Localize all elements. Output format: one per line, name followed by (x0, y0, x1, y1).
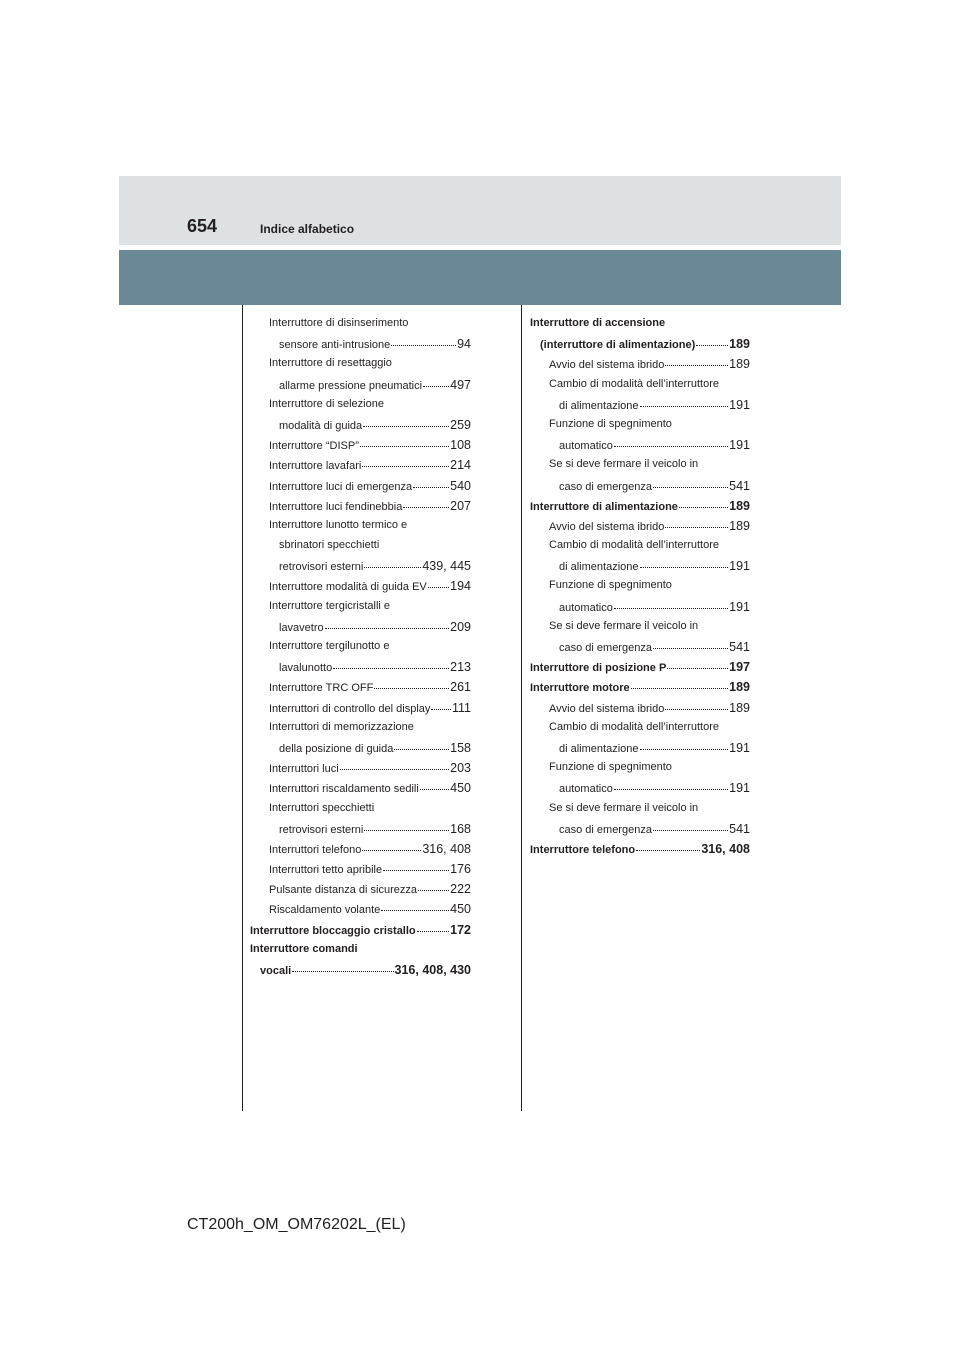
index-entry-text: Interruttori luci (269, 763, 339, 776)
index-entry-page: 191 (729, 397, 750, 412)
index-entry (250, 620, 471, 640)
index-entry-text: Pulsante distanza di sicurezza (269, 884, 417, 897)
dot-leader (665, 365, 728, 366)
index-entry (530, 337, 750, 357)
section-title: Indice alfabetico (260, 222, 355, 236)
index-entry-text: sensore anti-intrusione (279, 339, 391, 352)
index-entry-page: 541 (729, 821, 750, 836)
index-entry (530, 398, 750, 418)
index-entry-text: di alimentazione (559, 561, 639, 574)
index-entry-text: Interruttore comandi (250, 942, 358, 955)
dot-leader (391, 345, 456, 346)
index-entry-text: Interruttori tetto apribile (269, 864, 383, 877)
index-entry (250, 539, 471, 559)
index-entry (530, 680, 750, 700)
dot-leader (640, 406, 729, 407)
index-entry-text: Cambio di modalità dell’interruttore (549, 720, 719, 733)
dot-leader (333, 668, 449, 669)
index-entry (250, 761, 471, 781)
index-entry (530, 418, 750, 438)
index-entry-text: automatico (559, 783, 613, 796)
index-entry-page: 261 (450, 680, 471, 695)
index-entry (530, 822, 750, 842)
dot-leader (417, 931, 450, 932)
index-entry-page: 214 (450, 458, 471, 473)
index-entry (250, 781, 471, 801)
dot-leader (640, 749, 729, 750)
index-entry (250, 701, 471, 721)
index-entry-text: vocali (260, 965, 292, 977)
dot-leader (423, 386, 449, 387)
index-entry-page: 541 (729, 478, 750, 493)
index-entry (250, 862, 471, 882)
index-entry-text: (interruttore di alimentazione) (540, 339, 696, 352)
index-entry-page: 189 (729, 498, 750, 513)
index-entry-text: Interruttore luci di emergenza (269, 480, 413, 493)
dot-leader (679, 507, 728, 508)
document-code: CT200h_OM_OM76202L_(EL) (187, 1216, 406, 1233)
index-entry-page: 450 (450, 902, 471, 917)
index-entry-text: Interruttore bloccaggio cristallo (250, 924, 416, 937)
index-entry-text: Interruttore di selezione (269, 397, 384, 410)
dot-leader (420, 789, 449, 790)
index-entry (530, 660, 750, 680)
left-margin-rule (242, 305, 243, 1111)
index-entry-text: di alimentazione (559, 742, 639, 755)
index-entry (530, 842, 750, 862)
index-entry-text: Avvio del sistema ibrido (549, 359, 665, 372)
dot-leader (667, 668, 728, 669)
index-entry (530, 438, 750, 458)
dot-leader (381, 910, 449, 911)
index-entry-page: 176 (450, 862, 471, 877)
index-entry (530, 701, 750, 721)
index-entry-page: 439, 445 (422, 559, 471, 574)
dot-leader (614, 789, 728, 790)
dot-leader (665, 709, 728, 710)
index-entry-page: 191 (729, 740, 750, 755)
index-entry (250, 923, 471, 943)
index-entry (250, 882, 471, 902)
index-entry-text: Interruttori di memorizzazione (269, 720, 414, 733)
index-entry-page: 259 (450, 417, 471, 432)
index-entry-text: Interruttore “DISP” (269, 440, 359, 453)
dot-leader (360, 446, 449, 447)
dot-leader (665, 527, 728, 528)
index-entry (530, 741, 750, 761)
index-entry (250, 600, 471, 620)
index-entry-page: 189 (729, 357, 750, 372)
index-entry-page: 222 (450, 882, 471, 897)
index-entry-text: Interruttore telefono (530, 843, 636, 856)
index-entry (250, 943, 471, 963)
index-entry (250, 499, 471, 519)
index-entry (250, 378, 471, 398)
index-entry (530, 357, 750, 377)
index-entry-page: 497 (450, 377, 471, 392)
dot-leader (364, 830, 449, 831)
index-column-left (250, 317, 471, 983)
index-entry-page: 189 (729, 337, 750, 352)
dot-leader (363, 426, 449, 427)
dot-leader (340, 769, 449, 770)
index-entry-text: Interruttore lavafari (269, 460, 362, 473)
index-entry-text: lavalunotto (279, 662, 333, 675)
index-entry-text: modalità di guida (279, 419, 363, 432)
dot-leader (394, 749, 449, 750)
index-entry (530, 479, 750, 499)
index-entry (250, 680, 471, 700)
index-entry-text: Interruttore di accensione (530, 317, 666, 329)
dot-leader (364, 567, 421, 568)
index-entry (250, 418, 471, 438)
index-entry-text: automatico (559, 601, 613, 614)
dot-leader (325, 628, 450, 629)
header-top-band (119, 176, 841, 245)
index-entry-text: retrovisori esterni (279, 561, 364, 574)
index-entry-text: Interruttori riscaldamento sedili (269, 783, 419, 796)
index-entry-page: 189 (729, 700, 750, 715)
index-entry (530, 519, 750, 539)
index-entry (530, 539, 750, 559)
index-entry (250, 357, 471, 377)
index-entry-page: 316, 408, 430 (394, 963, 471, 977)
index-entry-text: Cambio di modalità dell’interruttore (549, 377, 719, 390)
index-entry-page: 191 (729, 438, 750, 453)
index-entry-page: 191 (729, 559, 750, 574)
index-entry-page: 191 (729, 599, 750, 614)
index-entry (250, 337, 471, 357)
index-entry-text: Interruttori specchietti (269, 801, 375, 814)
index-entry (530, 721, 750, 741)
index-entry-text: lavavetro (279, 621, 324, 634)
index-entry-text: Interruttore di alimentazione (530, 500, 678, 513)
dot-leader (653, 830, 728, 831)
index-entry-text: caso di emergenza (559, 823, 652, 836)
index-entry-page: 316, 408 (701, 841, 750, 856)
dot-leader (431, 709, 451, 710)
index-entry (530, 620, 750, 640)
dot-leader (696, 345, 728, 346)
dot-leader (383, 870, 449, 871)
index-entry-page: 209 (450, 619, 471, 634)
index-entry (530, 761, 750, 781)
index-entry-page: 213 (450, 660, 471, 675)
index-entry-text: Interruttori telefono (269, 843, 362, 856)
index-entry-text: Interruttore modalità di guida EV (269, 581, 427, 594)
index-entry-page: 203 (450, 761, 471, 776)
index-entry-text: Se si deve fermare il veicolo in (549, 458, 699, 471)
index-entry (250, 559, 471, 579)
index-entry-text: Riscaldamento volante (269, 904, 381, 917)
dot-leader (362, 850, 421, 851)
index-entry (250, 822, 471, 842)
dot-leader (631, 688, 729, 689)
index-entry-page: 189 (729, 680, 750, 695)
index-entry-text: Interruttore TRC OFF (269, 682, 374, 695)
index-entry-text: Avvio del sistema ibrido (549, 520, 665, 533)
index-entry-page: 197 (729, 660, 750, 675)
index-entry-page: 94 (457, 337, 471, 352)
index-entry-page: 158 (450, 740, 471, 755)
index-entry-text: caso di emergenza (559, 642, 652, 654)
index-entry-text: della posizione di guida (279, 742, 394, 755)
index-entry-page: 450 (450, 781, 471, 796)
index-entry (250, 963, 471, 983)
index-entry-page: 194 (450, 579, 471, 594)
dot-leader (362, 466, 449, 467)
index-entry-text: Interruttore motore (530, 682, 630, 695)
index-entry-text: di alimentazione (559, 399, 639, 412)
index-entry (250, 721, 471, 741)
index-entry-text: allarme pressione pneumatici (279, 379, 423, 392)
dot-leader (653, 487, 728, 488)
index-entry-text: Interruttori di controllo del display (269, 702, 431, 715)
index-entry (250, 458, 471, 478)
dot-leader (614, 608, 728, 609)
index-entry-page: 108 (450, 438, 471, 453)
index-entry-text: Interruttore di disinserimento (269, 317, 409, 329)
dot-leader (653, 648, 728, 649)
index-entry-text: caso di emergenza (559, 480, 652, 493)
index-entry (530, 579, 750, 599)
index-entry-page: 191 (729, 781, 750, 796)
index-entry-page: 540 (450, 478, 471, 493)
index-entry-text: sbrinatori specchietti (279, 539, 380, 552)
index-entry-text: Interruttore tergilunotto e (269, 640, 390, 652)
index-entry-text: Cambio di modalità dell’interruttore (549, 539, 719, 552)
index-entry (530, 317, 750, 337)
index-entry (530, 458, 750, 478)
dot-leader (374, 688, 449, 689)
dot-leader (640, 567, 729, 568)
index-entry-text: Interruttore lunotto termico e (269, 518, 408, 531)
index-entry (530, 378, 750, 398)
index-entry (250, 317, 471, 337)
index-entry-page: 541 (729, 640, 750, 654)
index-entry-text: Interruttore di resettaggio (269, 357, 392, 370)
dot-leader (636, 850, 700, 851)
index-entry-text: automatico (559, 440, 613, 453)
index-entry-page: 172 (450, 922, 471, 937)
index-entry-page: 316, 408 (422, 841, 471, 856)
index-column-right (530, 317, 750, 862)
dot-leader (418, 890, 449, 891)
index-entry (250, 519, 471, 539)
index-entry (250, 842, 471, 862)
index-entry (250, 902, 471, 922)
index-entry (250, 741, 471, 761)
index-entry (530, 802, 750, 822)
index-entry-text: Se si deve fermare il veicolo in (549, 801, 699, 814)
index-entry (250, 660, 471, 680)
index-entry-text: Interruttore tergicristalli e (269, 599, 391, 612)
index-entry-text: Interruttore di posizione P (530, 662, 667, 675)
index-entry-text: retrovisori esterni (279, 823, 364, 836)
index-entry-text: Funzione di spegnimento (549, 579, 672, 592)
index-entry (250, 579, 471, 599)
dot-leader (413, 487, 449, 488)
index-entry-text: Se si deve fermare il veicolo in (549, 619, 699, 632)
index-entry (250, 479, 471, 499)
index-entry (530, 499, 750, 519)
index-entry-page: 189 (729, 518, 750, 533)
index-entry-text: Avvio del sistema ibrido (549, 702, 665, 715)
index-entry (530, 600, 750, 620)
index-entry-text: Funzione di spegnimento (549, 761, 672, 774)
page-number: 654 (187, 216, 218, 236)
index-entry (250, 438, 471, 458)
dot-leader (428, 587, 449, 588)
dot-leader (292, 971, 393, 972)
index-entry (250, 398, 471, 418)
index-entry (530, 781, 750, 801)
index-entry (530, 640, 750, 660)
column-divider-rule (521, 305, 522, 1111)
index-entry (250, 802, 471, 822)
index-entry-page: 111 (451, 700, 471, 715)
index-entry (530, 559, 750, 579)
dot-leader (614, 446, 728, 447)
header-color-band (119, 250, 841, 305)
dot-leader (403, 507, 449, 508)
index-entry (250, 640, 471, 660)
index-entry-page: 207 (450, 498, 471, 513)
index-entry-page: 168 (450, 821, 471, 836)
index-entry-text: Funzione di spegnimento (549, 417, 672, 430)
index-entry-text: Interruttore luci fendinebbia (269, 500, 403, 513)
